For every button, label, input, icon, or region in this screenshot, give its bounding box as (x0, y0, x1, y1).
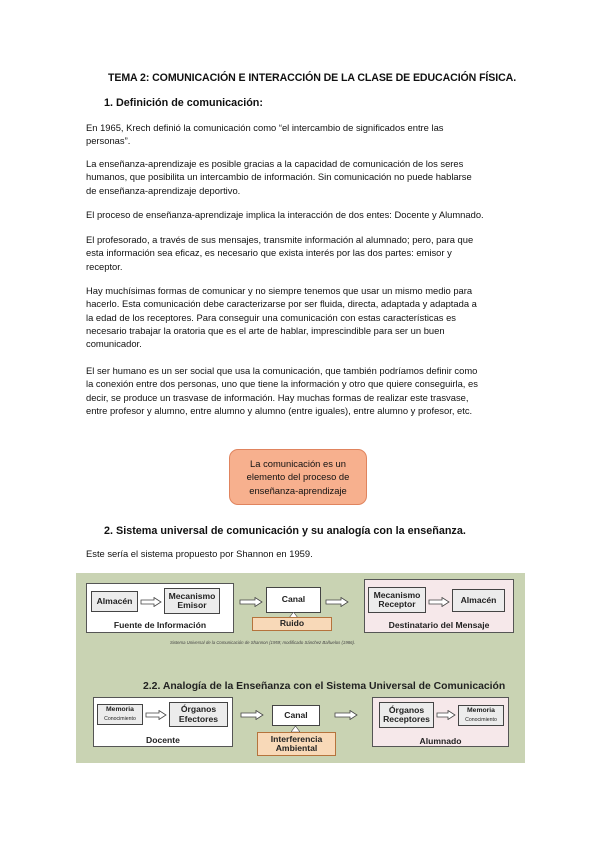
memory-line: Memoria (106, 706, 134, 713)
paragraph-6 (86, 364, 516, 417)
document-title: TEMA 2: COMUNICACIÓN E INTERACCIÓN DE LA CLASE DE EDUCACIÓN FÍSICA. (108, 72, 517, 84)
arrow-icon (145, 710, 167, 720)
paragraph-3 (86, 208, 516, 221)
receptors-line: Órganos (388, 704, 425, 715)
section-2-intro: Este sería el sistema propuesto por Shannon en 1959. (86, 548, 313, 559)
text-line: receptor. (86, 260, 123, 272)
store-right-box: Almacén (452, 589, 505, 612)
paragraph-2 (86, 157, 516, 197)
receiver-line: Receptor (378, 599, 416, 609)
text-line: de enseñanza-aprendizaje deportivo. (86, 184, 241, 196)
callout-box (229, 449, 367, 505)
receptors-box (379, 702, 434, 728)
memory-right-box (458, 705, 504, 726)
section-1-heading: 1. Definición de comunicación: (104, 97, 263, 109)
arrow-icon (240, 710, 264, 720)
text-line: El proceso de enseñanza-aprendizaje implica la interacción de dos entes: Docente y Alumnado. (86, 209, 484, 220)
arrow-icon (334, 710, 358, 720)
callout-line: enseñanza-aprendizaje (249, 484, 347, 496)
store-left-box: Almacén (91, 591, 138, 612)
paragraph-5 (86, 284, 516, 350)
receiver-box (368, 587, 426, 613)
student-label: Alumnado (419, 736, 462, 746)
paragraph-4 (86, 233, 516, 273)
callout-line: elemento del proceso de (246, 471, 350, 483)
text-line: decir, se produce un trasvase de información. Hay muchas formas de realizar este trasvase, (86, 391, 469, 403)
section-2-heading: 2. Sistema universal de comunicación y su analogía con la enseñanza. (104, 525, 466, 537)
receiver-line: Mecanismo (373, 589, 421, 600)
effectors-line: Efectores (178, 713, 219, 724)
arrow-icon (428, 597, 450, 607)
text-line: la edad de los receptores. Para conseguir una comunicación con estas características es (86, 311, 456, 323)
memory-line: Conocimiento (465, 716, 497, 723)
text-line: personas”. (86, 135, 131, 147)
memory-left-box (97, 704, 143, 725)
text-line: esta información sea eficaz, es necesario que exista interés por las dos partes: emisor y (86, 247, 452, 259)
memory-line: Memoria (467, 707, 495, 714)
text-line: entre profesor y alumno, entre alumno y alumno (entre iguales), entre alumno y profesor, etc. (86, 404, 473, 416)
callout-line: La comunicación es un (250, 457, 346, 469)
text-line: En 1965, Krech definió la comunicación como “el intercambio de significados entre las (86, 122, 444, 133)
text-line: la conexión entre dos personas, uno que tiene la información y otro que quiere conseguirla, es (86, 378, 478, 390)
channel-box: Canal (266, 587, 321, 613)
paragraph-1 (86, 121, 516, 148)
effectors-box (169, 702, 228, 727)
arrow-icon (325, 597, 349, 607)
emitter-box (164, 588, 220, 614)
text-line: El profesorado, a través de sus mensajes, transmite información al alumnado; pero, para que (86, 234, 474, 245)
teacher-label: Docente (146, 735, 180, 745)
diagram-caption: Sistema Universal de la Comunicación de Shannon (1959; modificado Sánchez Bañuelos (1986). (170, 640, 356, 645)
source-label: Fuente de Información (113, 620, 207, 630)
emitter-line: Mecanismo (168, 590, 216, 601)
text-line: necesario trabajar la oratoria que es el arte de hablar, imprescindible para ser un buen (86, 324, 445, 336)
effectors-line: Órganos (180, 704, 217, 714)
destination-label: Destinatario del Mensaje (388, 620, 490, 630)
text-line: Hay muchísimas formas de comunicar y no siempre tenemos que usar un mismo medio para (86, 285, 473, 296)
noise-box: Ruido (252, 617, 332, 631)
memory-line: Conocimiento (104, 715, 136, 722)
text-line: hacerlo. Esta comunicación debe caracterizarse por ser fluida, directa, adaptada y adaptada a (86, 298, 477, 310)
emitter-line: Emisor (177, 600, 207, 610)
arrow-icon (436, 710, 456, 720)
text-line: La enseñanza-aprendizaje es posible gracias a la capacidad de comunicación de los seres (86, 158, 464, 169)
arrow-icon (239, 597, 263, 607)
text-line: humanos, que posibilita un intercambio de información. Sin comunicación no puede hablarse (86, 171, 472, 183)
text-line: El ser humano es un ser social que usa la comunicación, que también podríamos definir como (86, 365, 478, 376)
text-line: comunicador. (86, 338, 142, 350)
receptors-line: Receptores (383, 714, 430, 724)
interference-line: Ambiental (275, 743, 318, 753)
arrow-icon (140, 597, 162, 607)
analogy-title: 2.2. Analogía de la Enseñanza con el Sistema Universal de Comunicación (143, 681, 506, 692)
channel-box-2: Canal (272, 705, 320, 726)
interference-line: Interferencia (270, 733, 323, 744)
interference-box (257, 732, 336, 756)
